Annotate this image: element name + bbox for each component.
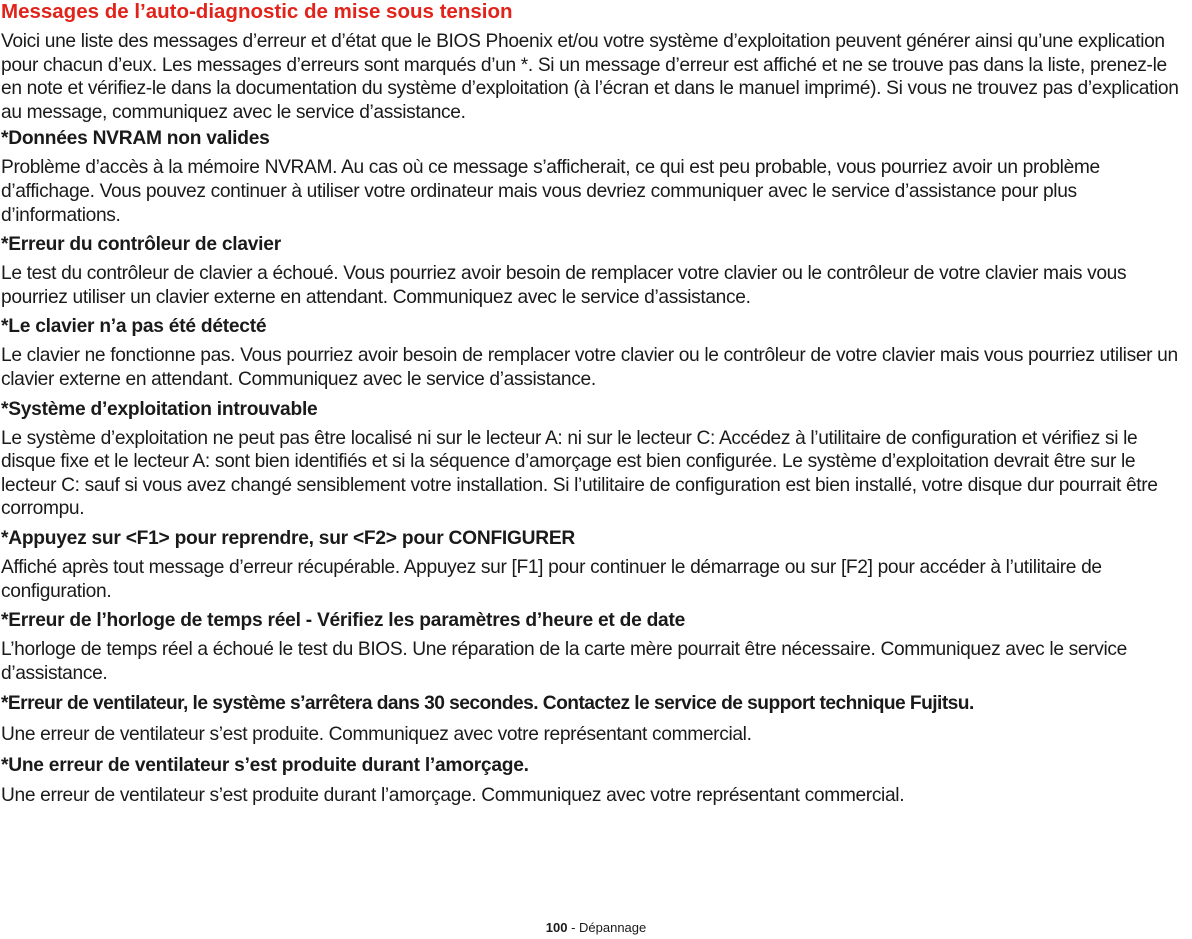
message-entry-real-time-clock: [0, 609, 1192, 685]
entry-title: *Une erreur de ventilateur s’est produite durant l’amorçage.: [1, 754, 529, 776]
entry-title: *Données NVRAM non valides: [1, 128, 270, 150]
entry-body: Le test du contrôleur de clavier a échoué. Vous pourriez avoir besoin de remplacer votre clavier ou le contrôleur de votre clavier mais vous pourriez utiliser un clavier externe en attendant. Communiquez avec le service d’assistance.: [1, 263, 1127, 308]
message-entry-keyboard-controller: [0, 233, 1192, 309]
section-title: Messages de l’auto-diagnostic de mise sous tension: [1, 0, 513, 23]
footer-separator: -: [567, 920, 580, 935]
message-entry-keyboard-not-detected: [0, 315, 1192, 391]
intro-paragraph: Voici une liste des messages d’erreur et d’état que le BIOS Phoenix et/ou votre système d’exploitation peuvent générer ainsi qu’une explication pour chacun d’eux. Les messages d’erreurs sont marqués d’un *. Si un message d’erreur est affiché et ne se trouve pas dans la liste, prenez-le en note et vérifiez-le dans la documentation du système d’exploitation (à l’écran et dans le manuel imprimé). Si vous ne trouvez pas d’explication au message, communiquez avec le service d’assistance.: [1, 31, 1179, 123]
message-entry-nvram: [0, 127, 1192, 227]
entry-body: Le clavier ne fonctionne pas. Vous pourriez avoir besoin de remplacer votre clavier ou le contrôleur de votre clavier mais vous pourriez utiliser un clavier externe en attendant. Communiquez avec le service d’assistance.: [1, 345, 1178, 390]
entry-body: Une erreur de ventilateur s’est produite durant l’amorçage. Communiquez avec votre représentant commercial.: [1, 784, 905, 806]
entry-title: *Erreur de ventilateur, le système s’arrêtera dans 30 secondes. Contactez le service de support technique Fujitsu.: [1, 693, 974, 715]
entry-body: Affiché après tout message d’erreur récupérable. Appuyez sur [F1] pour continuer le démarrage ou sur [F2] pour accéder à l’utilitaire de configuration.: [1, 556, 1102, 602]
entry-title: *Système d’exploitation introuvable: [1, 398, 318, 420]
entry-body: Problème d’accès à la mémoire NVRAM. Au cas où ce message s’afficherait, ce qui est peu probable, vous pourriez avoir un problème d’affichage. Vous pouvez continuer à utiliser votre ordinateur mais vous devriez communiquer avec le service d’assistance pour plus d’informations.: [1, 157, 1100, 226]
footer-section-name: Dépannage: [579, 920, 647, 935]
message-entry-press-f1-f2: [0, 527, 1192, 603]
message-entry-os-not-found: [0, 398, 1192, 521]
entry-title: *Erreur de l’horloge de temps réel - Vérifiez les paramètres d’heure et de date: [1, 610, 686, 632]
page-number: 100: [545, 920, 568, 935]
entry-body: Une erreur de ventilateur s’est produite. Communiquez avec votre représentant commercial.: [1, 724, 752, 746]
page-footer: [0, 920, 1192, 936]
message-entry-fan-error-boot: [0, 754, 1192, 808]
entry-title: *Appuyez sur <F1> pour reprendre, sur <F2> pour CONFIGURER: [1, 527, 576, 549]
entry-title: *Le clavier n’a pas été détecté: [1, 316, 267, 338]
entry-body: Le système d’exploitation ne peut pas être localisé ni sur le lecteur A: ni sur le lecteur C: Accédez à l’utilitaire de configuration et vérifiez si le disque fixe et le lecteur A: sont bien identifiés et si la séquence d’amorçage est bien configurée. Le système d’exploitation devrait être sur le lecteur C: sauf si vous avez changé sensiblement votre installation. Si l’utilitaire de configuration est bien installé, votre disque dur pourrait être corrompu.: [1, 427, 1158, 520]
entry-body: L’horloge de temps réel a échoué le test du BIOS. Une réparation de la carte mère pourrait être nécessaire. Communiquez avec le service d’assistance.: [1, 639, 1127, 684]
message-entry-fan-error-shutdown: [0, 692, 1192, 747]
entry-title: *Erreur du contrôleur de clavier: [1, 234, 281, 256]
